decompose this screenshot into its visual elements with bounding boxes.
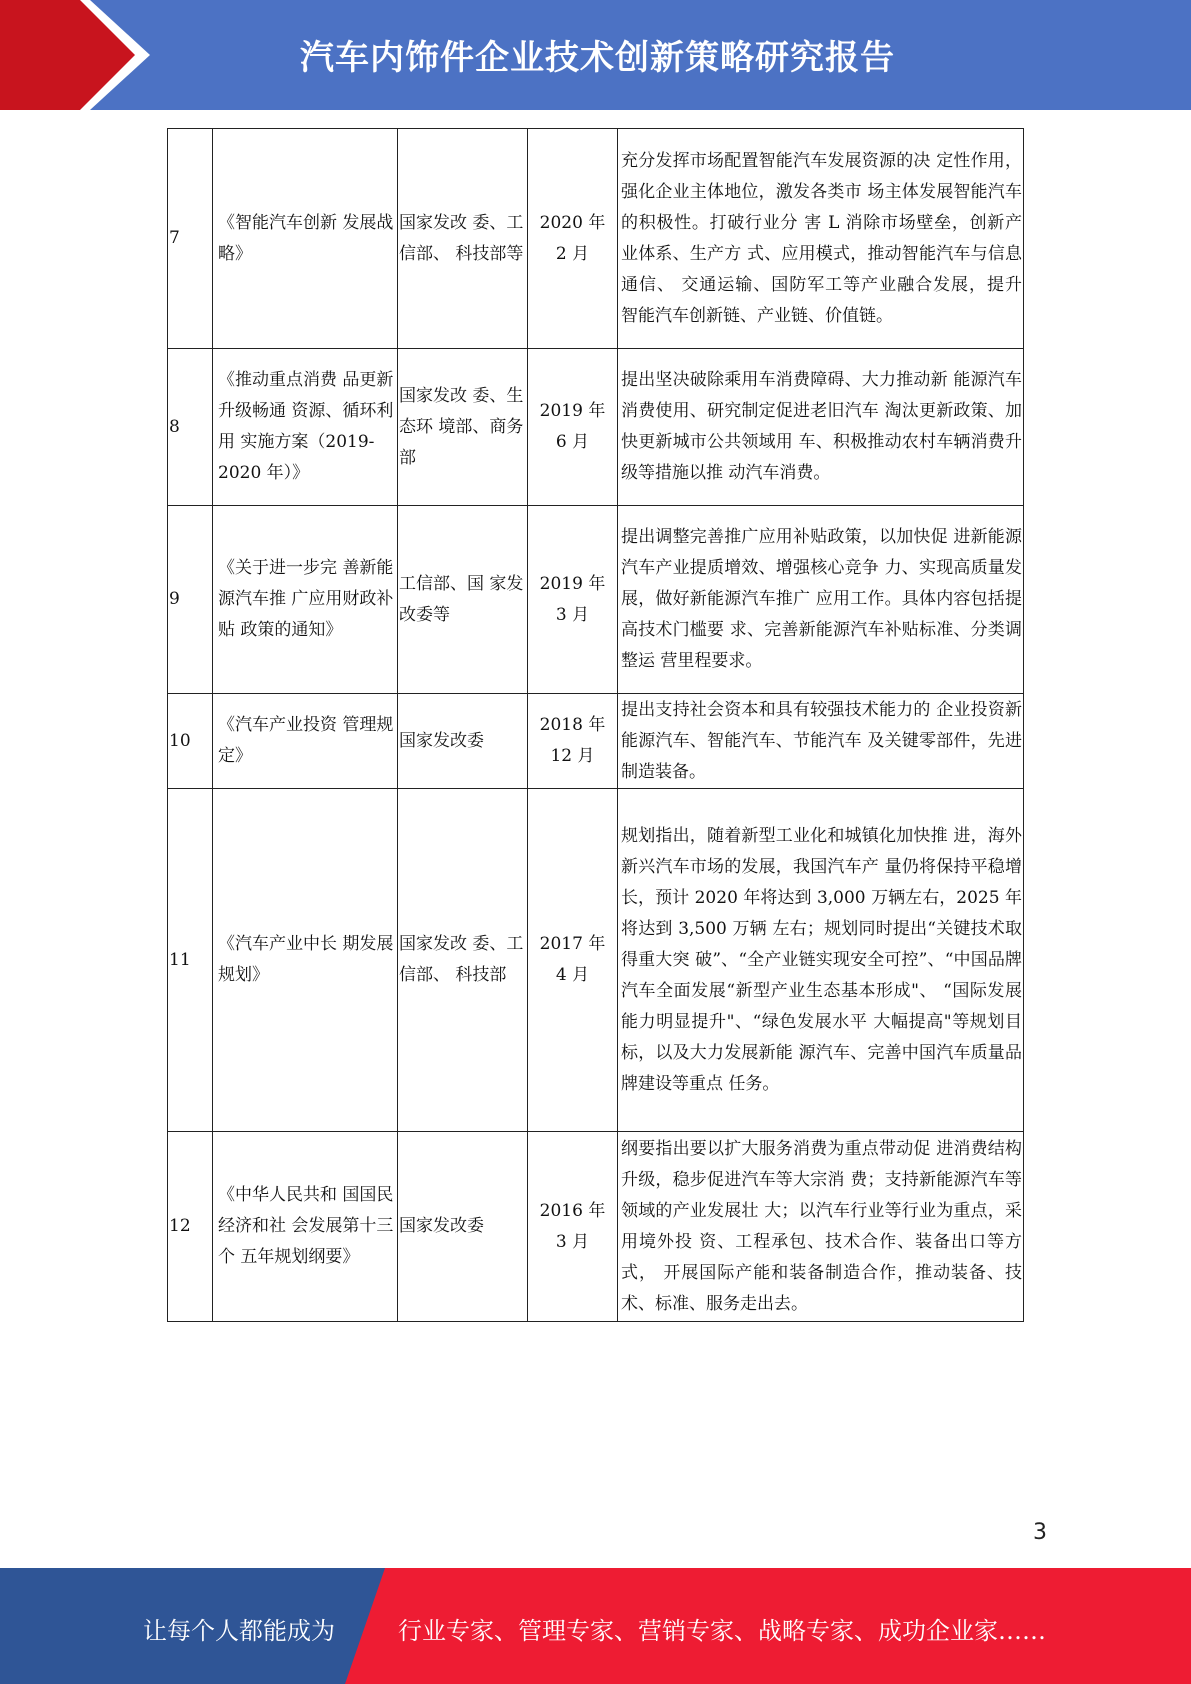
table-row <box>168 129 1024 349</box>
issue-date-cell <box>528 789 618 1132</box>
issuing-department-cell: 国家发改 委、工信部、 科技部 <box>398 789 528 1132</box>
report-title: 汽车内饰件企业技术创新策略研究报告 <box>300 38 895 78</box>
row-number-cell: 10 <box>168 694 213 789</box>
policy-description-cell: 充分发挥市场配置智能汽车发展资源的决 定性作用，强化企业主体地位，激发各类市 场主体发展智能汽车的积极性。打破行业分 害 L 消除市场壁垒，创新产业体系、生产方 式、应用模式，推动智能汽车与信息通信、 交通运输、国防军工等产业融合发展，提升 智能汽车创新链、产业链、价值链。 <box>618 129 1024 349</box>
row-number-cell: 12 <box>168 1132 213 1322</box>
footer-slogan-right: 行业专家、管理专家、营销专家、战略专家、成功企业家…… <box>398 1617 1046 1645</box>
policy-table <box>167 128 1024 1322</box>
issue-year: 2020 年 <box>539 212 606 233</box>
policy-name-cell: 《关于进一步完 善新能源汽车推 广应用财政补贴 政策的通知》 <box>213 506 398 694</box>
issue-year: 2019 年 <box>539 401 606 421</box>
issue-year: 2018 年 <box>539 715 606 735</box>
policy-name-cell: 《推动重点消费 品更新升级畅通 资源、循环利用 实施方案（2019-2020 年）》 <box>213 349 398 506</box>
table-row <box>168 1132 1024 1322</box>
issue-date-cell <box>528 506 618 694</box>
policy-description-cell: 提出调整完善推广应用补贴政策，以加快促 进新能源汽车产业提质增效、增强核心竞争 力、实现高质量发展，做好新能源汽车推广 应用工作。具体内容包括提高技术门槛要 求、完善新能源汽车补贴标准、分类调整运 营里程要求。 <box>618 506 1024 694</box>
issue-date-cell <box>528 129 618 349</box>
page-number: 3 <box>1033 1520 1047 1545</box>
policy-name-cell: 《汽车产业投资 管理规定》 <box>213 694 398 789</box>
row-number-cell: 11 <box>168 789 213 1132</box>
policy-description-cell: 提出支持社会资本和具有较强技术能力的 企业投资新能源汽车、智能汽车、节能汽车 及关键零部件，先进制造装备。 <box>618 694 1024 789</box>
issue-month: 12 月 <box>550 746 595 766</box>
row-number-cell: 7 <box>168 129 213 349</box>
policy-description-cell: 规划指出，随着新型工业化和城镇化加快推 进，海外新兴汽车市场的发展，我国汽车产 量仍将保持平稳增长，预计 2020 年将达到 3,000 万辆左右，2025 年将达到 3,500 万辆 左右；规划同时提出“关键技术取得重大突 破”、“全产业链实现安全可控”、“中国品牌 汽车全面发展“新型产业生态基本形成"、 “国际发展能力明显提升"、“绿色发展水平 大幅提高"等规划目标，以及大力发展新能 源汽车、完善中国汽车质量品牌建设等重点 任务。 <box>618 789 1024 1132</box>
issue-year: 2016 年 <box>539 1200 606 1221</box>
row-number-cell: 9 <box>168 506 213 694</box>
table-row <box>168 694 1024 789</box>
policy-name-cell: 《汽车产业中长 期发展规划》 <box>213 789 398 1132</box>
row-number-cell: 8 <box>168 349 213 506</box>
issue-month: 3 月 <box>555 1231 590 1252</box>
issuing-department-cell: 国家发改 委、生态环 境部、商务 部 <box>398 349 528 506</box>
report-header <box>0 0 1191 110</box>
issue-month: 4 月 <box>555 965 590 985</box>
issuing-department-cell: 国家发改委 <box>398 1132 528 1322</box>
issuing-department-cell: 国家发改 委、工信部、 科技部等 <box>398 129 528 349</box>
footer-slogan-left: 让每个人都能成为 <box>143 1617 335 1645</box>
issue-date-cell <box>528 694 618 789</box>
policy-description-cell: 提出坚决破除乘用车消费障碍、大力推动新 能源汽车消费使用、研究制定促进老旧汽车 淘汰更新政策、加快更新城市公共领域用 车、积极推动农村车辆消费升级等措施以推 动汽车消费。 <box>618 349 1024 506</box>
table-row <box>168 789 1024 1132</box>
policy-description-cell: 纲要指出要以扩大服务消费为重点带动促 进消费结构升级，稳步促进汽车等大宗消 费；支持新能源汽车等领域的产业发展壮 大；以汽车行业等行业为重点，采用境外投 资、工程承包、技术合作、装备出口等方式， 开展国际产能和装备制造合作，推动装备、技术、标准、服务走出去。 <box>618 1132 1024 1322</box>
issue-year: 2017 年 <box>539 934 606 954</box>
issuing-department-cell: 工信部、国 家发改委等 <box>398 506 528 694</box>
issue-month: 3 月 <box>555 604 590 625</box>
issue-month: 6 月 <box>555 432 590 452</box>
table-row <box>168 349 1024 506</box>
footer-banner <box>0 1568 1191 1684</box>
issue-date-cell <box>528 349 618 506</box>
issuing-department-cell: 国家发改委 <box>398 694 528 789</box>
policy-name-cell: 《中华人民共和 国国民经济和社 会发展第十三个 五年规划纲要》 <box>213 1132 398 1322</box>
issue-date-cell <box>528 1132 618 1322</box>
issue-month: 2 月 <box>555 243 590 264</box>
header-chevron-icon <box>0 0 160 110</box>
table-row <box>168 506 1024 694</box>
issue-year: 2019 年 <box>539 573 606 594</box>
policy-name-cell: 《智能汽车创新 发展战略》 <box>213 129 398 349</box>
